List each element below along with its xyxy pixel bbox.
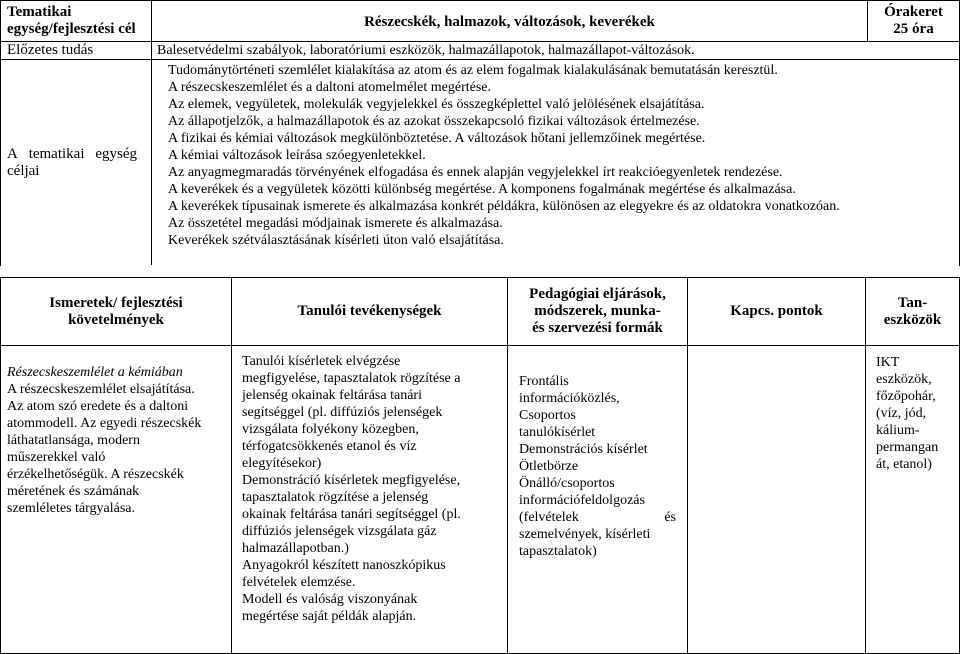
row1-col2-line: diffúziós jelenségek vizsgálata gáz <box>242 524 437 539</box>
row1-col3-line: Demonstrációs kísérlet <box>519 442 648 457</box>
row1-col3-line: információközlés, <box>519 391 620 406</box>
row1-col2 <box>232 346 508 653</box>
row1-col2-line: térfogatcsökkenés etanol és víz <box>242 439 417 454</box>
goal-line: Keverékek szétválasztásának kísérleti úton való elsajátítása. <box>168 233 504 248</box>
row1-col5-line: kálium- <box>876 423 920 438</box>
row1-col1-line: érzékelhetőségük. A részecskék <box>7 467 184 482</box>
goal-line: Az állapotjelzők, a halmazállapotok és az azokat összekapcsoló fizikai változások értelmezése. <box>168 114 700 129</box>
row1-col2-line: segítséggel (pl. diffúziós jelenségek <box>242 405 443 420</box>
row1-col1-line: méretének és számának <box>7 484 140 499</box>
col2-line: Tanulói tevékenységek <box>297 303 442 319</box>
col-header-methods <box>508 278 688 346</box>
header-label-line1: Tematikai <box>7 4 72 20</box>
col-header-tools <box>866 278 959 346</box>
row1-col3-line: Csoportos <box>519 408 576 423</box>
row1-col5-line: át, etanol) <box>876 457 932 472</box>
prereq-label-cell <box>1 42 152 60</box>
row1-col2-line: megértése saját példák alapján. <box>242 609 417 624</box>
goals-label-word3: egység <box>95 145 137 162</box>
unit-title: Részecskék, halmazok, változások, keverékek <box>364 14 655 30</box>
row1-col3 <box>508 346 688 653</box>
row1-col5-line: (víz, jód, <box>876 406 927 421</box>
row1-col2-line: jelenség okainak feltárása tanári <box>242 388 422 403</box>
prereq-text: Balesetvédelmi szabályok, laboratóriumi eszközök, halmazállapotok, halmazállapot-változások. <box>157 43 695 58</box>
goals-label-line2: céljai <box>7 162 40 179</box>
row1-col3-line: tapasztalatok) <box>519 544 597 559</box>
row1-col2-line: tapasztalatok rögzítése a jelenség <box>242 490 429 505</box>
col-header-activities <box>232 278 508 346</box>
row1-col3-line: információfeldolgozás <box>519 493 645 508</box>
prereq-text-cell <box>152 42 959 60</box>
row1-col5-line: permangan <box>876 440 939 455</box>
row1-col2-line: Modell és valóság viszonyának <box>242 592 418 607</box>
row1-col5-line: főzőpohár, <box>876 389 936 404</box>
row1-col4 <box>688 346 866 653</box>
col-header-requirements <box>1 278 232 346</box>
row1-col1-line: műszerekkel való <box>7 450 106 465</box>
goal-line: Tudománytörténeti szemlélet kialakítása az atom és az elem fogalmak kialakulásának bemutatásán keresztül. <box>168 63 778 78</box>
goals-label-cell <box>1 60 152 265</box>
goals-text-cell <box>152 60 959 265</box>
col4-line: Kapcs. pontok <box>730 303 823 319</box>
row1-col3-line: Frontális <box>519 374 569 389</box>
row1-col2-line: halmazállapotban.) <box>242 541 349 556</box>
row1-col2-line: elegyítésekor) <box>242 456 322 471</box>
row1-col5-line: eszközök, <box>876 372 932 387</box>
col-header-links <box>688 278 866 346</box>
hours-value: 25 óra <box>893 21 934 37</box>
col3-line: módszerek, munka- <box>534 303 661 319</box>
row1-col3-line: Ötletbörze <box>519 459 579 474</box>
goal-line: Az anyagmegmaradás törvényének elfogadása és ennek alapján vegyjelekkel írt reakcióegyenletek rendezése. <box>168 165 783 180</box>
col5-line: Tan- <box>897 294 928 311</box>
row1-col3-word: és <box>664 510 676 525</box>
row1-col3-line <box>519 509 676 526</box>
row1-col3-line: Önálló/csoportos <box>519 476 615 491</box>
row1-col2-line: megfigyelése, tapasztalatok rögzítése a <box>242 371 461 386</box>
col1-line: Ismeretek/ fejlesztési <box>49 294 183 311</box>
row1-col2-line: felvételek elemzése. <box>242 575 356 590</box>
row1-col2-line: okainak feltárása tanári segítséggel (pl. <box>242 507 461 522</box>
col5-line: eszközök <box>883 311 942 328</box>
row1-col5-line: IKT <box>876 355 900 370</box>
row1-col3-line: tanulókísérlet <box>519 425 596 440</box>
row1-col3-line: szemelvények, kísérleti <box>519 527 651 542</box>
goal-line: A keverékek és a vegyületek közötti különbség megértése. A komponens fogalmának megértése és alkalmazása. <box>168 182 796 197</box>
goal-line: A keverékek típusainak ismerete és alkalmazása konkrét példákra, különösen az elegyekre és az oldatokra vonatkozóan. <box>168 199 840 214</box>
goal-line: Az összetétel megadási módjainak ismerete és alkalmazása. <box>168 216 503 231</box>
goal-line: A részecskeszemlélet és a daltoni atomelmélet megértése. <box>168 80 492 95</box>
row1-col1-line: atommodell. Az egyedi részecskék <box>7 416 202 431</box>
row1-col2-line: Tanulói kísérletek elvégzése <box>242 354 401 369</box>
prereq-label: Előzetes tudás <box>7 42 94 58</box>
hours-cell <box>868 1 959 42</box>
row1-col5 <box>866 346 959 653</box>
row1-col3-word: (felvételek <box>519 510 579 525</box>
col1-line: követelmények <box>68 311 164 328</box>
hours-label: Órakeret <box>884 4 943 20</box>
header-label-line2: egység/fejlesztési cél <box>7 21 136 37</box>
header-label-cell <box>1 1 152 42</box>
header-title-cell <box>152 1 868 42</box>
goals-label-word1: A <box>7 145 18 162</box>
row1-col1-line: Az atom szó eredete és a daltoni <box>7 399 189 414</box>
row1-col1-line: szemléletes tárgyalása. <box>7 501 136 516</box>
goals-label-line1 <box>7 146 137 163</box>
goal-line: Az elemek, vegyületek, molekulák vegyjelekkel és összegképlettel való jelölésének elsajátítása. <box>168 97 705 112</box>
goals-label-word2: tematikai <box>28 145 85 162</box>
col3-line: és szervezési formák <box>532 320 663 336</box>
row1-col1-line: A részecskeszemlélet elsajátítása. <box>7 382 195 397</box>
row1-col1-line: láthatatlansága, modern <box>7 433 140 448</box>
row1-col2-line: Anyagokról készített nanoszkópikus <box>242 558 446 573</box>
row1-col2-line: vizsgálata folyékony közegben, <box>242 422 419 437</box>
row1-col1 <box>1 346 232 653</box>
row1-col2-line: Demonstráció kísérletek megfigyelése, <box>242 473 461 488</box>
row1-col1-title: Részecskeszemlélet a kémiában <box>7 365 183 380</box>
goal-line: A kémiai változások leírása szóegyenletekkel. <box>168 148 426 163</box>
goal-line: A fizikai és kémiai változások megkülönböztetése. A változások hőtani jellemzőinek megértése. <box>168 131 706 146</box>
col3-line: Pedagógiai eljárások, <box>529 286 666 302</box>
